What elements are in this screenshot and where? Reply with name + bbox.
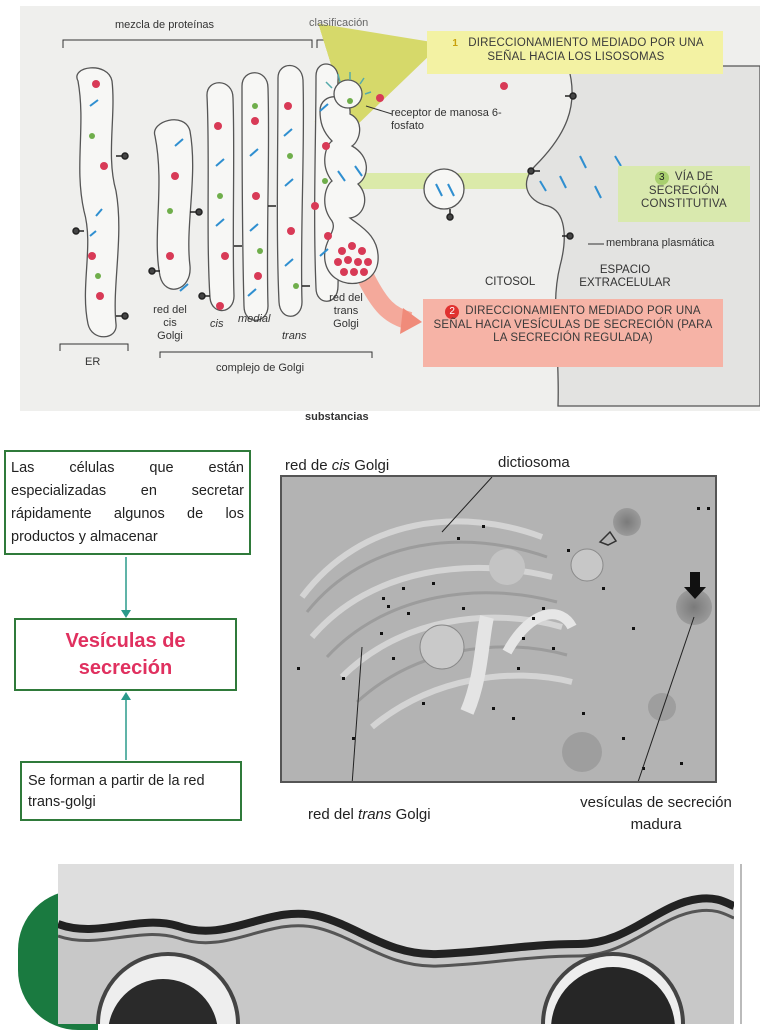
- secretory-cell-description: [4, 450, 251, 555]
- classification-label: clasificación: [309, 17, 369, 29]
- step-2-badge: 2: [445, 305, 459, 319]
- golgi-complex-label: complejo de Golgi: [216, 362, 305, 374]
- proteins-label: mezcla de proteínas: [115, 19, 215, 31]
- page-edge-line: [740, 864, 742, 1024]
- box3-text: VÍA DE SECRECIÓN CONSTITUTIVA: [641, 171, 727, 210]
- vesicle-micrograph: [58, 864, 734, 1024]
- step-1-badge: 1: [452, 38, 459, 49]
- cis-golgi-label: red de cis Golgi: [285, 457, 390, 474]
- substances-text: substancias: [305, 411, 369, 423]
- trans-label: trans: [282, 330, 307, 342]
- box2-text: DIRECCIONAMIENTO MEDIADO POR UNA SEÑAL HACIA VESÍCULAS DE SECRECIÓN (PARA LA SECRECIÓN REGULADA): [433, 305, 713, 344]
- cytosol-label: CITOSOL: [485, 276, 536, 288]
- golgi-micrograph: [280, 475, 717, 783]
- extracellular-label: ESPACIO EXTRACELULAR: [579, 264, 671, 289]
- cis-label: cis: [210, 318, 224, 330]
- formation-text: Se forman a partir de la red trans-golgi: [28, 773, 205, 810]
- formation-description: [20, 761, 242, 821]
- dictyosome-label: dictiosoma: [498, 454, 570, 471]
- step-3-badge: 3: [655, 171, 669, 185]
- mature-vesicles-label: vesículas de secreción madura: [580, 794, 732, 833]
- trans-golgi-label: red del trans Golgi: [308, 806, 431, 823]
- cis-network-label: red del cis Golgi: [153, 304, 187, 342]
- receptor-label: receptor de manosa 6-fosfato: [391, 107, 502, 132]
- micrograph-drawing: [282, 477, 717, 783]
- secretory-vesicles-title-box: [14, 618, 237, 691]
- er-label: ER: [85, 356, 101, 368]
- box1-text: DIRECCIONAMIENTO MEDIADO POR UNA SEÑAL HACIA LOS LISOSOMAS: [468, 37, 704, 63]
- secretory-vesicles-title: Vesículas de secreción: [65, 629, 186, 679]
- trans-network-label: red del trans Golgi: [329, 292, 363, 330]
- membrane-label: membrana plasmática: [606, 237, 715, 249]
- vesicle-micrograph-drawing: [58, 864, 734, 1024]
- medial-label: medial: [238, 313, 271, 325]
- description-text: Las células que están especializadas en secretar rápidamente algunos de los productos y almacenar: [11, 460, 244, 545]
